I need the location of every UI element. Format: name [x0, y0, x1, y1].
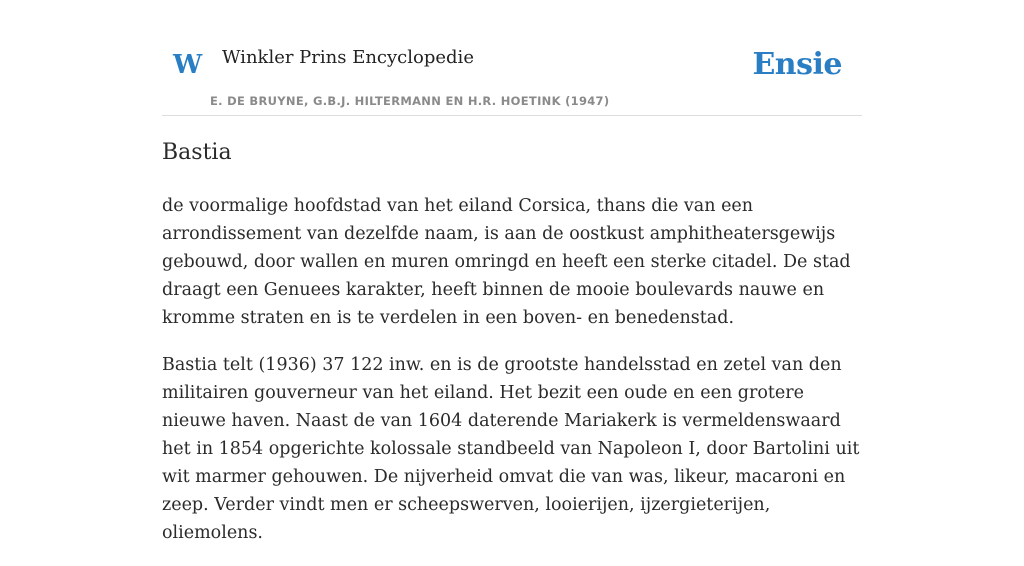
authors-byline: E. DE BRUYNE, G.B.J. HILTERMANN EN H.R. HOETINK (1947) [210, 94, 610, 108]
article-title: Bastia [162, 140, 232, 165]
site-header [162, 40, 862, 116]
encyclopedia-title: Winkler Prins Encyclopedie [222, 47, 474, 68]
ensie-logo[interactable]: Ensie [752, 47, 842, 82]
winkler-prins-logo[interactable]: W [173, 50, 203, 80]
article-paragraph: Bastia telt (1936) 37 122 inw. en is de grootste handelsstad en zetel van den militairen gouverneur van het eiland. Het bezit een oude en een grotere nieuwe haven. Naast de van 1604 daterende Mariakerk is vermeldenswaard het in 1854 opgerichte kolossale standbeeld van Napoleon I, door Bartolini uit wit marmer gehouwen. De nijverheid omvat die van was, likeur, macaroni en zeep. Verder vindt men er scheepswerven, looierijen, ijzergieterijen, oliemolens. [162, 355, 860, 543]
article-paragraph: de voormalige hoofdstad van het eiland Corsica, thans die van een arrondissement van dezelfde naam, is aan de oostkust amphitheatersgewijs gebouwd, door wallen en muren omringd en heeft een sterke citadel. De stad draagt een Genuees karakter, heeft binnen de mooie boulevards nauwe en kromme straten en is te verdelen in een boven- en benedenstad. [162, 196, 851, 328]
article-body [162, 192, 862, 566]
